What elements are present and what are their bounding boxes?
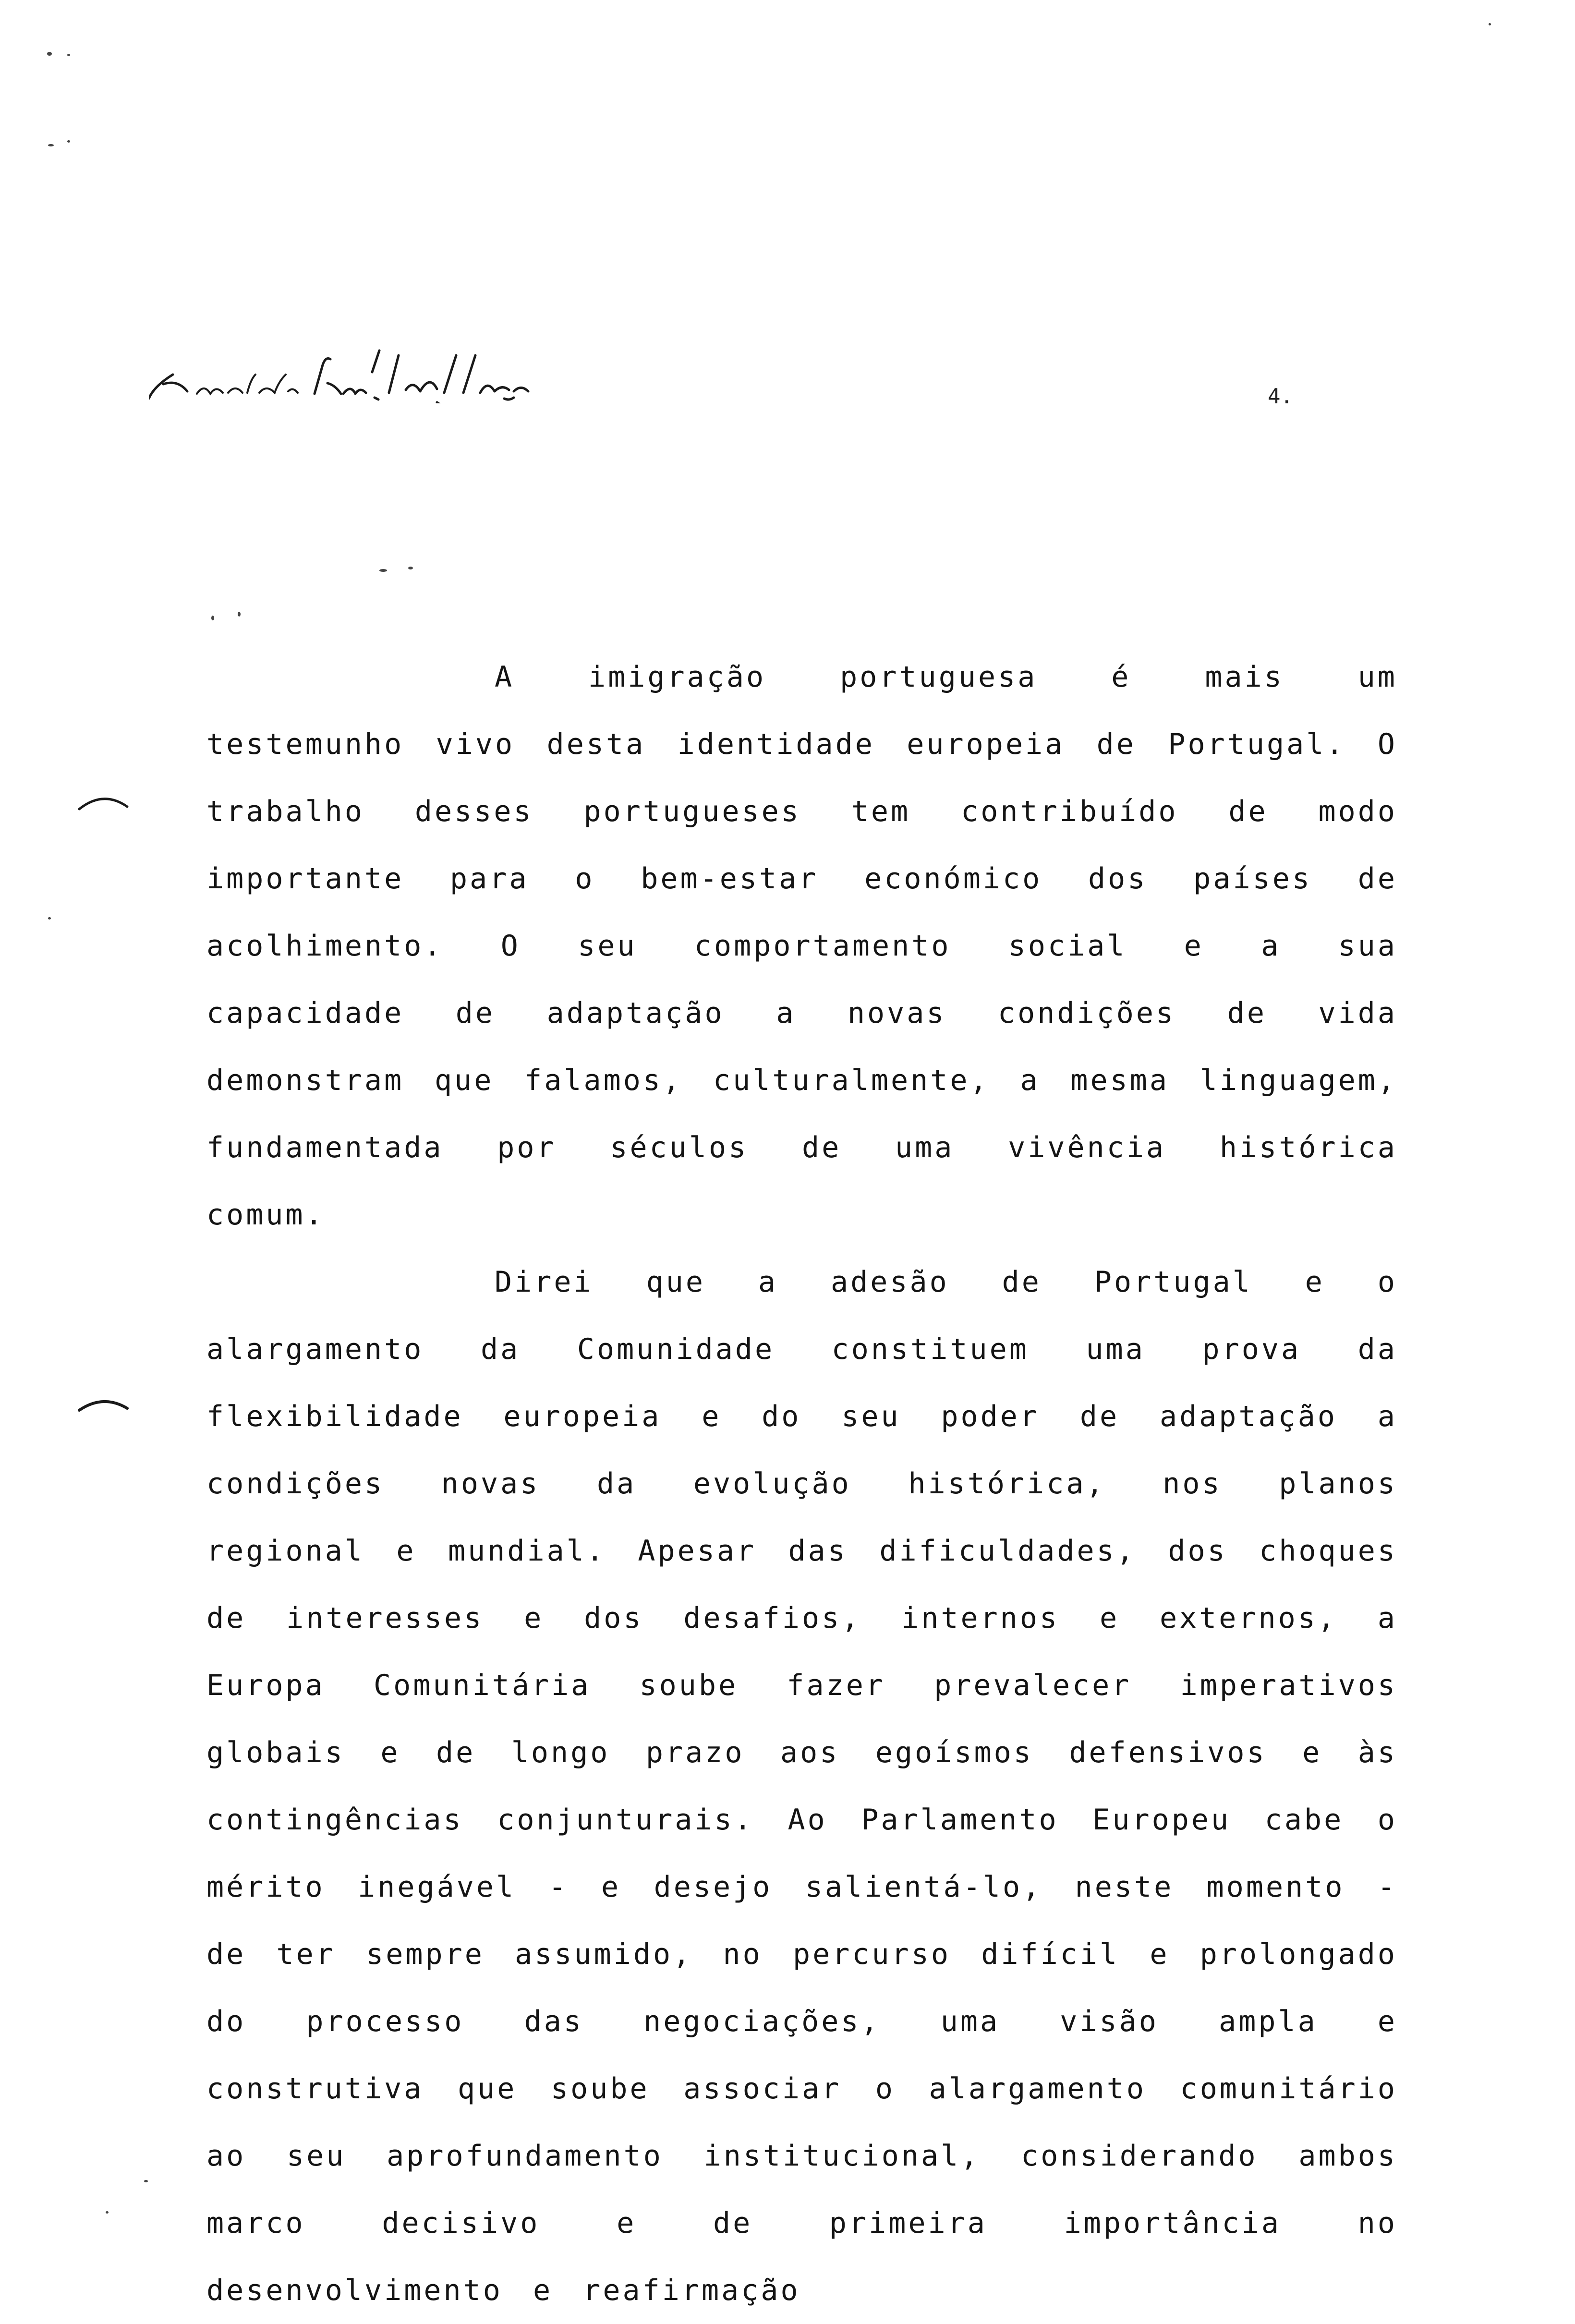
paragraph-enlargement: Direi que a adesão de Portugal e o alargamento da Comunidade constituem uma prova da flexibilidade europeia e do seu poder de adaptação a condições novas da evolução histórica, nos planos regional e mundial. Apesar das dificuldades, dos choques de interesses e dos desafios, internos e externos, a Europa Comunitária soube fazer prevalecer imperativos globais e de longo prazo aos egoísmos defensivos e às contingências conjunturais. Ao Parlamento Europeu cabe o mérito inegável - e desejo salientá-lo, neste momento - de ter sempre assumido, no percurso difícil e prolongado do processo das negociações, uma visão ampla e construtiva que soube associar o alargamento comunitário ao seu aprofundamento institucional, considerando ambos marco decisivo e de primeira importância no desenvolvimento e reafirmação — [206, 1265, 1397, 2307]
scan-speck — [238, 612, 241, 617]
scan-speck — [67, 54, 70, 56]
scan-speck — [48, 144, 54, 146]
scan-speck — [67, 140, 70, 143]
scan-speck — [144, 2180, 148, 2182]
margin-bracket-mark — [77, 792, 130, 811]
scan-speck — [408, 567, 413, 569]
scan-speck — [106, 2211, 109, 2214]
paragraph-emigration: A imigração portuguesa é mais um testemunho vivo desta identidade europeia de Portugal. O trabalho desses portugueses tem contribuído de modo importante para o bem-estar económico dos países de acolhimento. O seu comportamento social e a sua capacidade de adaptação a novas condições de vida demonstram que falamos, culturalmente, a mesma linguagem, fundamentada por séculos de uma vivência histórica comum. — [206, 660, 1397, 1232]
scan-speck — [211, 616, 214, 620]
scan-speck — [48, 917, 51, 920]
scan-speck — [1489, 23, 1491, 25]
margin-bracket-mark — [77, 1395, 130, 1414]
scan-speck — [379, 569, 387, 572]
page-number: 4. — [1268, 384, 1293, 409]
scan-speck — [47, 52, 52, 56]
handwritten-header-signature — [149, 346, 639, 403]
